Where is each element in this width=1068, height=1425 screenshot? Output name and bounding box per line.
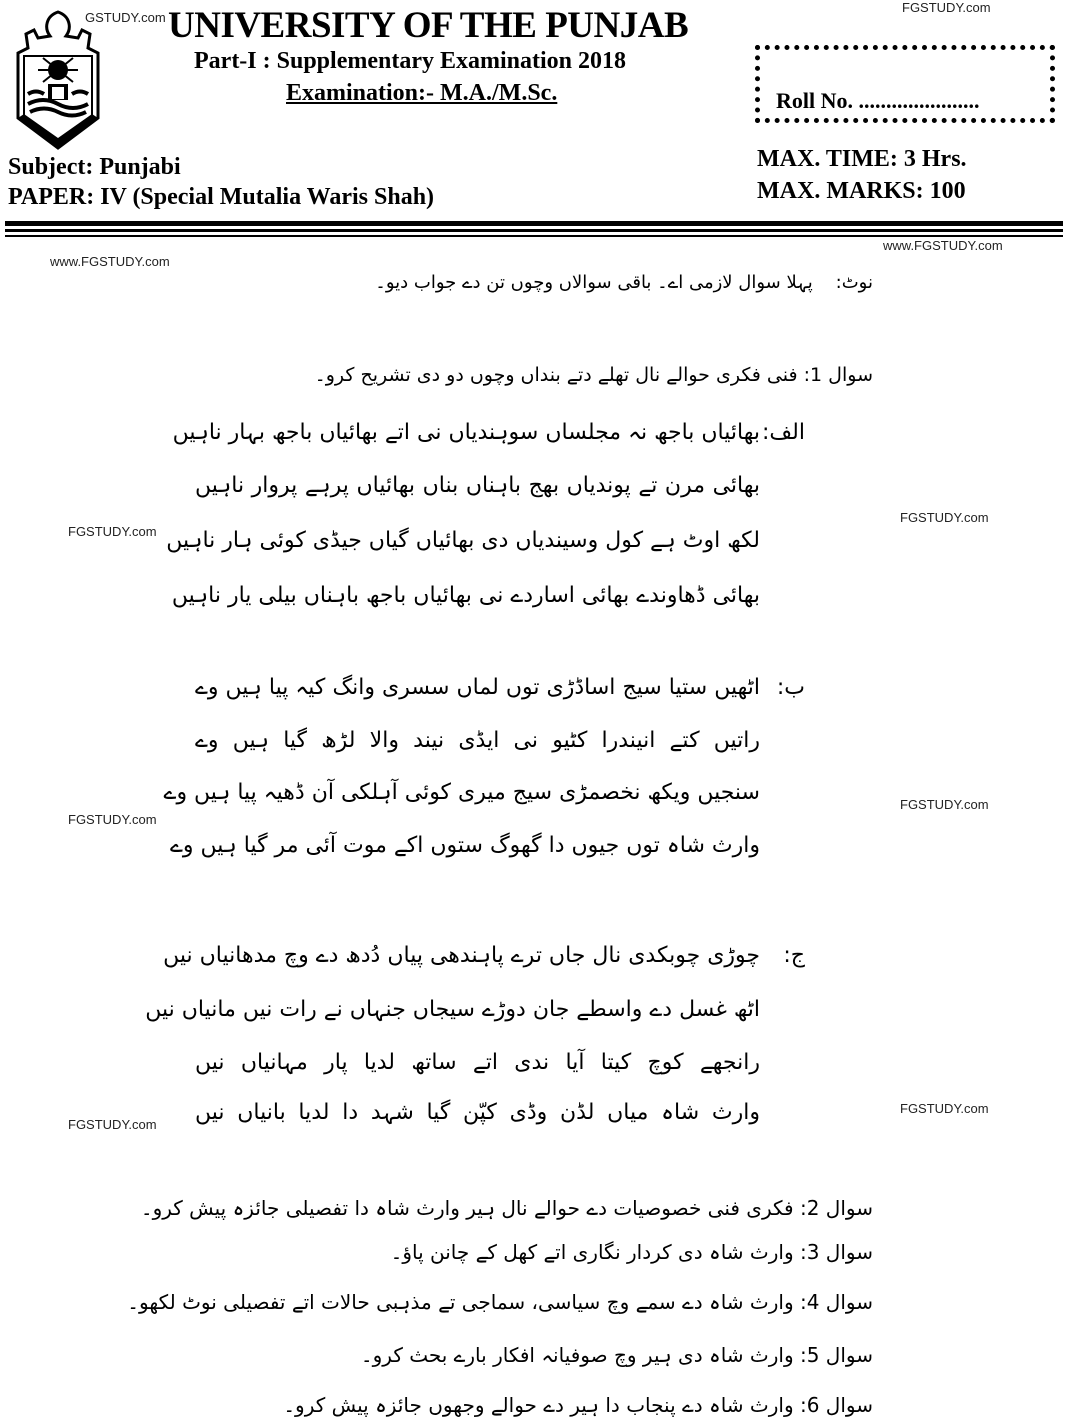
question-label: سوال 6:	[799, 1393, 873, 1417]
watermark: FGSTUDY.com	[900, 1101, 989, 1116]
verse-line: چوڑی چوبکدی نال جاں ترے پاہندھی پیاں دُدھ دے وچ مدھانیاں نیں	[163, 943, 760, 968]
paper: PAPER: IV (Special Mutalia Waris Shah)	[8, 184, 435, 210]
verse-line: رانجھے کوچ کیتا آیا ندی اتے ساتھ لدیا پار مہانیاں نیں	[195, 1050, 760, 1075]
note-label: نوٹ:	[835, 272, 873, 293]
verse-line: وارث شاہ میاں لڈن وڈی کپّن گیا شہد دا لدیا بانیاں نیں	[195, 1100, 760, 1125]
question-5	[361, 1343, 873, 1367]
verse-line: وارث شاہ توں جیوں دا گھوگ ستوں اکے موت آئی مر گیا ہیں وے	[169, 833, 760, 858]
max-marks: MAX. MARKS: 100	[757, 178, 966, 204]
watermark: www.FGSTUDY.com	[50, 254, 170, 269]
max-time: MAX. TIME: 3 Hrs.	[757, 146, 967, 172]
watermark: FGSTUDY.com	[902, 0, 991, 15]
university-logo	[8, 8, 108, 153]
question-2	[141, 1196, 873, 1220]
divider	[5, 221, 1063, 226]
part-label: الف:	[761, 420, 805, 445]
question-label: سوال 5:	[799, 1343, 873, 1367]
question-text: فنی فکری حوالے نال تھلے دتے بنداں وچوں دو دی تشریح کرو۔	[314, 364, 798, 386]
part-label: ب:	[776, 675, 805, 700]
watermark: FGSTUDY.com	[900, 797, 989, 812]
roll-no-field[interactable]: Roll No. ......................	[776, 88, 980, 113]
watermark: FGSTUDY.com	[68, 1117, 157, 1132]
verse-line: بھائی مرن تے پوندیاں بھج باہناں بناں بھائیاں پرہے پروار ناہیں	[195, 473, 760, 498]
question-6	[283, 1393, 873, 1417]
question-label: سوال 1:	[803, 364, 873, 386]
divider	[5, 235, 1063, 237]
question-1	[315, 364, 873, 386]
verse-line: بھائیاں باجھ نہ مجلساں سوہندیاں نی اتے بھائیاں باجھ بہار ناہیں	[172, 420, 760, 445]
verse-line: اٹھ غسل دے واسطے جان دوڑے سیجاں جنہاں نے رات نیں مانیاں نیں	[145, 997, 760, 1022]
question-label: سوال 4:	[799, 1290, 873, 1314]
note-text: پہلا سوال لازمی اے۔ باقی سوالاں وچوں تن دے جواب دیو۔	[375, 272, 813, 293]
verse-line: راتیں کتے انیندرا کٹیو نی ایڈی نیند والا لڑھ گیا ہیں وے	[195, 728, 760, 753]
watermark: FGSTUDY.com	[68, 812, 157, 827]
question-3	[391, 1240, 873, 1264]
question-text: فکری فنی خصوصیات دے حوالے نال ہیر وارث شاہ دا تفصیلی جائزہ پیش کرو۔	[140, 1196, 794, 1220]
watermark: FGSTUDY.com	[900, 510, 989, 525]
question-4	[127, 1290, 873, 1314]
watermark: GSTUDY.com	[85, 10, 166, 25]
watermark: FGSTUDY.com	[68, 524, 157, 539]
subject: Subject: Punjabi	[8, 154, 181, 180]
exam-type: Examination:- M.A./M.Sc.	[286, 80, 558, 106]
question-text: وارث شاہ دی ہیر وچ صوفیانہ افکار بارے بحث کرو۔	[360, 1343, 794, 1367]
divider	[5, 229, 1063, 232]
question-label: سوال 2:	[799, 1196, 873, 1220]
question-text: وارث شاہ دے سمے وچ سیاسی، سماجی تے مذہبی حالات اتے تفصیلی نوٹ لکھو۔	[127, 1290, 794, 1314]
verse-line: اٹھیں ستیا سیج اساڈڑی توں لماں سسری وانگ کیہ پیا ہیں وے	[195, 675, 760, 700]
verse-line: لکھ اوٹ ہے کول وسیندیاں دی بھائیاں گیاں جیڈی کوئی ہار ناہیں	[166, 528, 760, 553]
verse-line: سنجیں ویکھ نخصمڑی سیج میری کوئی آہلکی آن ڈھیہ پیا ہیں وے	[163, 780, 760, 805]
university-title: UNIVERSITY OF THE PUNJAB	[168, 5, 689, 46]
question-text: وارث شاہ دی کردار نگاری اتے کھل کے چانن پاؤ۔	[390, 1240, 794, 1264]
watermark: www.FGSTUDY.com	[883, 238, 1003, 253]
question-text: وارث شاہ دے پنجاب دا ہیر دے حوالے وجھوں جائزہ پیش کرو۔	[283, 1393, 794, 1417]
exam-part: Part-I : Supplementary Examination 2018	[194, 48, 626, 74]
question-label: سوال 3:	[799, 1240, 873, 1264]
note	[375, 272, 873, 293]
verse-line: بھائی ڈھاوندے بھائی اساردے نی بھائیاں باجھ باہناں بیلی یار ناہیں	[171, 583, 760, 608]
part-label: ج:	[783, 943, 805, 968]
